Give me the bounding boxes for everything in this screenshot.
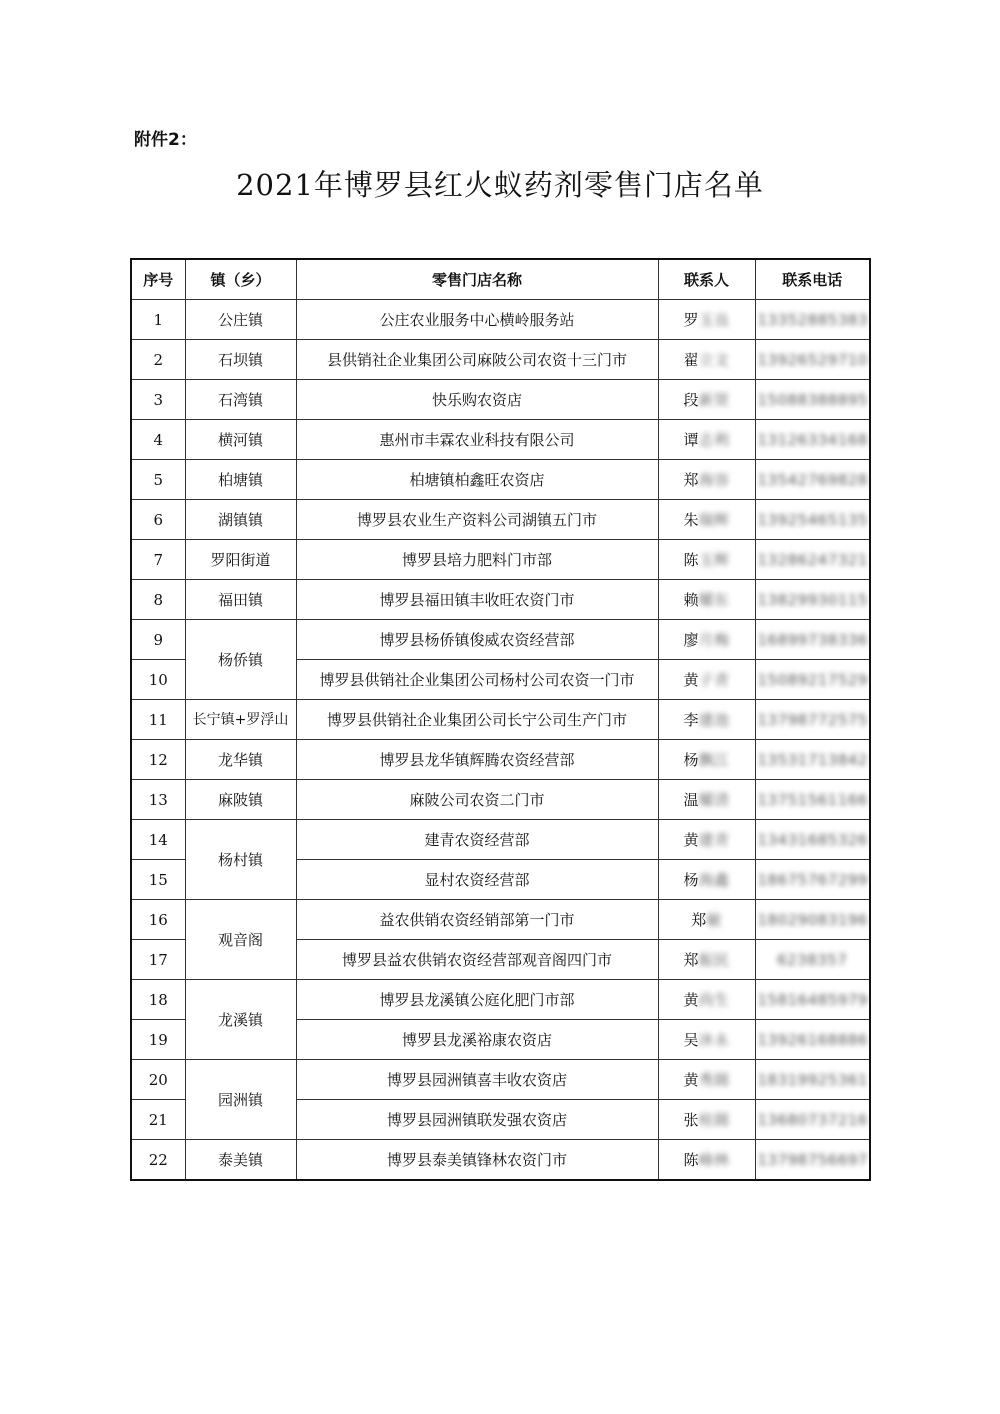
contact-given-name: 玉辉 — [698, 551, 730, 569]
town-cell: 石坝镇 — [185, 340, 296, 380]
town-cell: 园洲镇 — [185, 1060, 296, 1140]
contact-cell — [658, 620, 755, 660]
contact-given-name: 玉良 — [698, 311, 730, 329]
store-name-cell: 柏塘镇柏鑫旺农资店 — [296, 460, 658, 500]
header-store-name: 零售门店名称 — [296, 259, 658, 300]
row-index: 5 — [131, 460, 185, 500]
row-index: 17 — [131, 940, 185, 980]
store-name-cell: 博罗县供销社企业集团公司长宁公司生产门市 — [296, 700, 658, 740]
town-cell: 杨侨镇 — [185, 620, 296, 700]
store-name-cell: 博罗县园洲镇联发强农资店 — [296, 1100, 658, 1140]
town-cell: 湖镇镇 — [185, 500, 296, 540]
store-name-cell: 博罗县杨侨镇俊威农资经营部 — [296, 620, 658, 660]
contact-given-name: 立文 — [698, 351, 730, 369]
row-index: 11 — [131, 700, 185, 740]
table-row — [131, 420, 870, 460]
store-name-cell: 快乐购农资店 — [296, 380, 658, 420]
contact-given-name: 子青 — [698, 671, 730, 689]
contact-given-name: 新贤 — [698, 391, 730, 409]
store-name-cell: 博罗县园洲镇喜丰收农资店 — [296, 1060, 658, 1100]
contact-given-name: 桂圆 — [698, 1111, 730, 1129]
phone-cell: 18675767299 — [755, 860, 870, 900]
row-index: 10 — [131, 660, 185, 700]
contact-cell — [658, 860, 755, 900]
phone-cell: 13926529710 — [755, 340, 870, 380]
contact-surname: 黄 — [683, 1071, 699, 1089]
contact-cell — [658, 580, 755, 620]
contact-given-name: 志利 — [698, 431, 730, 449]
phone-cell: 13531713842 — [755, 740, 870, 780]
document-title: 2021年博罗县红火蚁药剂零售门店名单 — [236, 168, 764, 202]
contact-cell — [658, 1060, 755, 1100]
table-row — [131, 1060, 870, 1100]
row-index: 1 — [131, 300, 185, 340]
town-cell: 福田镇 — [185, 580, 296, 620]
contact-cell — [658, 740, 755, 780]
store-name-cell: 博罗县培力肥料门市部 — [296, 540, 658, 580]
table-row — [131, 740, 870, 780]
store-name-cell: 惠州市丰霖农业科技有限公司 — [296, 420, 658, 460]
row-index: 12 — [131, 740, 185, 780]
contact-surname: 郑 — [683, 471, 699, 489]
town-cell: 杨村镇 — [185, 820, 296, 900]
phone-cell: 15088388895 — [755, 380, 870, 420]
table-row — [131, 980, 870, 1020]
phone-cell: 13925465135 — [755, 500, 870, 540]
table-row — [131, 580, 870, 620]
town-cell: 泰美镇 — [185, 1140, 296, 1181]
town-cell: 公庄镇 — [185, 300, 296, 340]
phone-cell: 13926168886 — [755, 1020, 870, 1060]
table-row — [131, 540, 870, 580]
row-index: 18 — [131, 980, 185, 1020]
contact-given-name: 建青 — [698, 831, 730, 849]
store-name-cell: 博罗县龙华镇辉腾农资经营部 — [296, 740, 658, 780]
contact-surname: 罗 — [683, 311, 699, 329]
header-contact: 联系人 — [658, 259, 755, 300]
town-cell: 长宁镇+罗浮山 — [185, 700, 296, 740]
town-cell: 石湾镇 — [185, 380, 296, 420]
contact-surname: 吴 — [683, 1031, 699, 1049]
row-index: 2 — [131, 340, 185, 380]
contact-surname: 廖 — [683, 631, 699, 649]
town-cell: 柏塘镇 — [185, 460, 296, 500]
contact-surname: 张 — [683, 1111, 699, 1129]
row-index: 9 — [131, 620, 185, 660]
table-row — [131, 900, 870, 940]
phone-cell: 13798772575 — [755, 700, 870, 740]
store-name-cell: 博罗县龙溪镇公庭化肥门市部 — [296, 980, 658, 1020]
row-index: 22 — [131, 1140, 185, 1181]
contact-cell — [658, 500, 755, 540]
contact-surname: 段 — [683, 391, 699, 409]
store-name-cell: 显村农资经营部 — [296, 860, 658, 900]
table-row — [131, 460, 870, 500]
contact-cell — [658, 540, 755, 580]
contact-cell — [658, 380, 755, 420]
contact-given-name: 建池 — [698, 711, 730, 729]
table-row — [131, 300, 870, 340]
table-row — [131, 1140, 870, 1181]
header-phone: 联系电话 — [755, 259, 870, 300]
contact-cell — [658, 820, 755, 860]
row-index: 3 — [131, 380, 185, 420]
phone-cell: 6238357 — [755, 940, 870, 980]
contact-given-name: 秀圆 — [698, 1071, 730, 1089]
contact-given-name: 沐永 — [698, 1031, 730, 1049]
contact-given-name: 敏 — [706, 911, 722, 929]
phone-cell: 15089217529 — [755, 660, 870, 700]
header-index: 序号 — [131, 259, 185, 300]
row-index: 6 — [131, 500, 185, 540]
contact-cell — [658, 1020, 755, 1060]
contact-cell — [658, 780, 755, 820]
phone-cell: 13542769828 — [755, 460, 870, 500]
town-cell: 龙华镇 — [185, 740, 296, 780]
contact-given-name: 月梅 — [698, 631, 730, 649]
table-header-row — [131, 259, 870, 300]
table-row — [131, 780, 870, 820]
store-name-cell: 麻陂公司农资二门市 — [296, 780, 658, 820]
town-cell: 横河镇 — [185, 420, 296, 460]
phone-cell: 13352885383 — [755, 300, 870, 340]
phone-cell: 13751561166 — [755, 780, 870, 820]
contact-surname: 杨 — [683, 751, 699, 769]
row-index: 8 — [131, 580, 185, 620]
store-name-cell: 博罗县益农供销农资经营部观音阁四门市 — [296, 940, 658, 980]
contact-surname: 黄 — [683, 831, 699, 849]
header-town: 镇（乡） — [185, 259, 296, 300]
phone-cell: 13126334168 — [755, 420, 870, 460]
table-row — [131, 380, 870, 420]
table-row — [131, 500, 870, 540]
contact-surname: 温 — [683, 791, 699, 809]
row-index: 7 — [131, 540, 185, 580]
town-cell: 观音阁 — [185, 900, 296, 980]
contact-surname: 杨 — [683, 871, 699, 889]
store-name-cell: 博罗县泰美镇锋林农资门市 — [296, 1140, 658, 1181]
contact-surname: 谭 — [683, 431, 699, 449]
phone-cell: 13431685326 — [755, 820, 870, 860]
contact-surname: 翟 — [683, 351, 699, 369]
phone-cell: 16899738336 — [755, 620, 870, 660]
row-index: 19 — [131, 1020, 185, 1060]
contact-surname: 陈 — [683, 1151, 699, 1169]
contact-cell — [658, 1140, 755, 1181]
store-name-cell: 公庄农业服务中心横岭服务站 — [296, 300, 658, 340]
row-index: 13 — [131, 780, 185, 820]
phone-cell: 13680737216 — [755, 1100, 870, 1140]
town-cell: 龙溪镇 — [185, 980, 296, 1060]
town-cell: 罗阳街道 — [185, 540, 296, 580]
contact-surname: 陈 — [683, 551, 699, 569]
row-index: 21 — [131, 1100, 185, 1140]
store-name-cell: 博罗县龙溪裕康农资店 — [296, 1020, 658, 1060]
contact-given-name: 飘江 — [698, 751, 730, 769]
contact-cell — [658, 980, 755, 1020]
contact-cell — [658, 420, 755, 460]
store-name-cell: 博罗县福田镇丰收旺农资门市 — [296, 580, 658, 620]
store-name-cell: 建青农资经营部 — [296, 820, 658, 860]
attachment-label: 附件2： — [134, 130, 197, 150]
table-row — [131, 700, 870, 740]
table-row — [131, 820, 870, 860]
row-index: 20 — [131, 1060, 185, 1100]
contact-surname: 朱 — [683, 511, 699, 529]
contact-cell — [658, 900, 755, 940]
contact-cell — [658, 1100, 755, 1140]
phone-cell: 13798756697 — [755, 1140, 870, 1181]
contact-surname: 赖 — [683, 591, 699, 609]
phone-cell: 15816485979 — [755, 980, 870, 1020]
contact-given-name: 海鑫 — [698, 871, 730, 889]
contact-cell — [658, 460, 755, 500]
contact-surname: 黄 — [683, 671, 699, 689]
contact-given-name: 耀东 — [698, 591, 730, 609]
table-row — [131, 340, 870, 380]
store-list-table — [130, 258, 871, 1181]
town-cell: 麻陂镇 — [185, 780, 296, 820]
contact-cell — [658, 340, 755, 380]
phone-cell: 13829930115 — [755, 580, 870, 620]
contact-surname: 郑 — [691, 911, 707, 929]
contact-given-name: 峰林 — [698, 1151, 730, 1169]
row-index: 4 — [131, 420, 185, 460]
store-name-cell: 益农供销农资经销部第一门市 — [296, 900, 658, 940]
store-name-cell: 博罗县供销社企业集团公司杨村公司农资一门市 — [296, 660, 658, 700]
contact-given-name: 振民 — [698, 951, 730, 969]
row-index: 14 — [131, 820, 185, 860]
phone-cell: 18029083196 — [755, 900, 870, 940]
row-index: 16 — [131, 900, 185, 940]
contact-given-name: 耀清 — [698, 791, 730, 809]
contact-surname: 郑 — [683, 951, 699, 969]
phone-cell: 13286247321 — [755, 540, 870, 580]
row-index: 15 — [131, 860, 185, 900]
contact-cell — [658, 940, 755, 980]
table-row — [131, 620, 870, 660]
contact-given-name: 瑞辉 — [698, 511, 730, 529]
contact-surname: 黄 — [683, 991, 699, 1009]
store-name-cell: 县供销社企业集团公司麻陂公司农资十三门市 — [296, 340, 658, 380]
phone-cell: 18319925361 — [755, 1060, 870, 1100]
contact-given-name: 海容 — [698, 471, 730, 489]
contact-cell — [658, 300, 755, 340]
store-name-cell: 博罗县农业生产资料公司湖镇五门市 — [296, 500, 658, 540]
contact-cell — [658, 700, 755, 740]
contact-given-name: 尚生 — [698, 991, 730, 1009]
contact-cell — [658, 660, 755, 700]
contact-surname: 李 — [683, 711, 699, 729]
